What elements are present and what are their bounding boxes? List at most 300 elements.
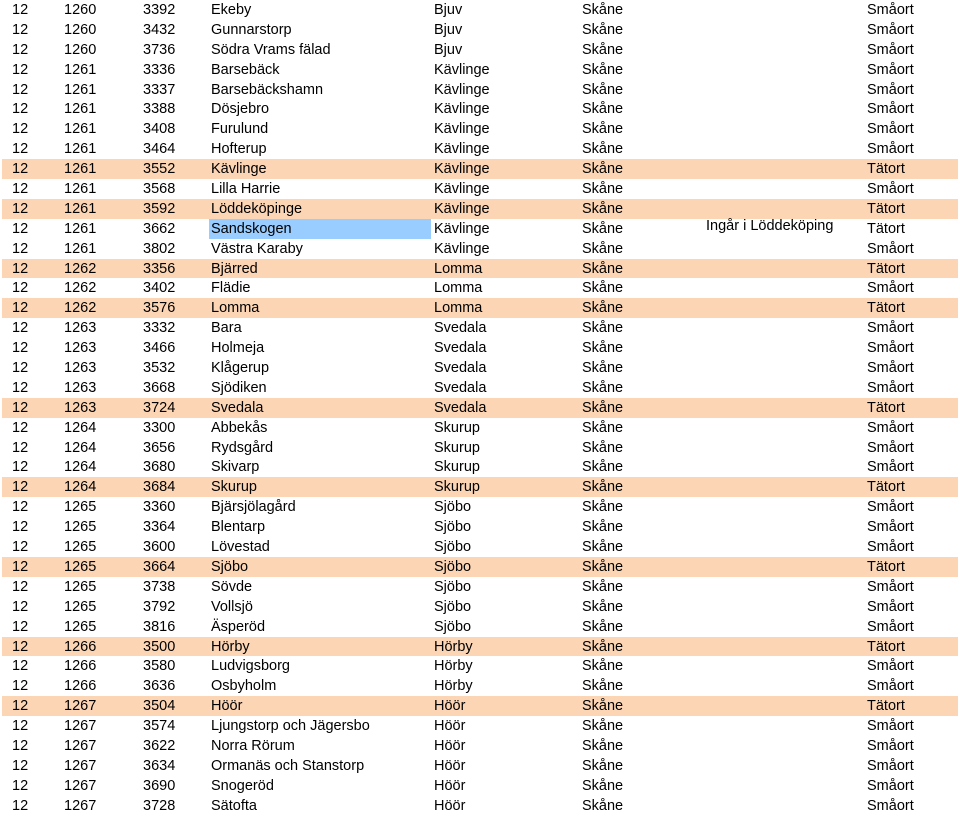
locality-type-cell[interactable]: Småort <box>867 2 914 18</box>
county-name-cell[interactable]: Skåne <box>582 539 624 556</box>
county-cell[interactable]: 12 <box>12 21 29 38</box>
municipality-cell[interactable]: Svedala <box>434 340 487 357</box>
locality-code-cell[interactable]: 3576 <box>143 300 176 317</box>
locality-code-cell[interactable]: 3622 <box>143 737 176 754</box>
locality-name-cell[interactable]: Sätofta <box>211 797 257 814</box>
municipality-cell[interactable]: Skurup <box>434 459 480 476</box>
locality-type-cell[interactable]: Småort <box>867 578 914 595</box>
locality-name-cell[interactable]: Blentarp <box>211 519 266 536</box>
county-cell[interactable]: 12 <box>12 320 29 337</box>
locality-code-cell[interactable]: 3432 <box>143 21 176 38</box>
locality-name-cell[interactable]: Ljungstorp och Jägersbo <box>211 718 370 735</box>
county-cell[interactable]: 12 <box>12 618 29 635</box>
table-row <box>2 20 958 40</box>
locality-name-cell[interactable]: Ludvigsborg <box>211 658 290 675</box>
locality-name-cell[interactable]: Gunnarstorp <box>211 21 292 38</box>
municipality-cell[interactable]: Skurup <box>434 479 480 496</box>
table-row <box>2 358 958 378</box>
locality-type-cell[interactable]: Småort <box>867 41 914 58</box>
locality-name-cell[interactable]: Höör <box>211 698 243 715</box>
locality-name-cell[interactable]: Furulund <box>211 121 269 138</box>
county-name-cell[interactable]: Skåne <box>582 598 624 615</box>
kommun-code-cell[interactable]: 1262 <box>64 280 97 297</box>
county-cell[interactable]: 12 <box>12 161 29 178</box>
county-cell[interactable]: 12 <box>12 200 29 217</box>
county-cell[interactable]: 12 <box>12 141 29 158</box>
locality-code-cell[interactable]: 3388 <box>143 101 176 118</box>
municipality-cell[interactable]: Skurup <box>434 439 480 456</box>
locality-code-cell[interactable]: 3574 <box>143 718 176 735</box>
county-name-cell[interactable]: Skåne <box>582 638 624 655</box>
municipality-cell[interactable]: Sjöbo <box>434 558 472 575</box>
county-cell[interactable]: 12 <box>12 638 29 655</box>
county-name-cell[interactable]: Skåne <box>582 479 624 496</box>
locality-name-cell[interactable]: Löddeköpinge <box>211 200 303 217</box>
locality-code-cell[interactable]: 3738 <box>143 578 176 595</box>
county-cell[interactable]: 12 <box>12 757 29 774</box>
locality-type-cell[interactable]: Småort <box>867 121 914 138</box>
note-cell[interactable]: Ingår i Löddeköping <box>706 217 834 234</box>
kommun-code-cell[interactable]: 1266 <box>64 658 97 675</box>
county-cell[interactable]: 12 <box>12 360 29 377</box>
locality-code-cell[interactable]: 3464 <box>143 141 176 158</box>
locality-type-cell[interactable]: Tätort <box>867 300 905 317</box>
locality-name-cell[interactable]: Hörby <box>211 638 250 655</box>
kommun-code-cell[interactable]: 1265 <box>64 519 97 536</box>
locality-name-cell[interactable]: Klågerup <box>211 360 270 377</box>
county-name-cell[interactable]: Skåne <box>582 678 624 695</box>
locality-type-cell[interactable]: Småort <box>867 181 914 198</box>
kommun-code-cell[interactable]: 1263 <box>64 340 97 357</box>
county-name-cell[interactable]: Skåne <box>582 220 624 237</box>
locality-type-cell[interactable]: Småort <box>867 598 914 615</box>
locality-name-cell[interactable]: Snogeröd <box>211 777 274 794</box>
kommun-code-cell[interactable]: 1260 <box>64 2 97 18</box>
municipality-cell[interactable]: Lomma <box>434 260 483 277</box>
locality-type-cell[interactable]: Tätort <box>867 220 905 237</box>
kommun-code-cell[interactable]: 1261 <box>64 200 97 217</box>
locality-type-cell[interactable]: Tätort <box>867 260 905 277</box>
locality-type-cell[interactable]: Småort <box>867 320 914 337</box>
locality-type-cell[interactable]: Småort <box>867 141 914 158</box>
kommun-code-cell[interactable]: 1262 <box>64 260 97 277</box>
kommun-code-cell[interactable]: 1261 <box>64 240 97 257</box>
locality-code-cell[interactable]: 3592 <box>143 200 176 217</box>
locality-code-cell[interactable]: 3392 <box>143 2 176 18</box>
locality-code-cell[interactable]: 3504 <box>143 698 176 715</box>
county-name-cell[interactable]: Skåne <box>582 419 624 436</box>
county-name-cell[interactable]: Skåne <box>582 399 624 416</box>
county-name-cell[interactable]: Skåne <box>582 320 624 337</box>
locality-code-cell[interactable]: 3684 <box>143 479 176 496</box>
county-cell[interactable]: 12 <box>12 439 29 456</box>
county-name-cell[interactable]: Skåne <box>582 360 624 377</box>
locality-name-cell[interactable]: Abbekås <box>211 419 268 436</box>
locality-type-cell[interactable]: Småort <box>867 81 914 98</box>
locality-name-cell[interactable]: Sjöbo <box>211 558 249 575</box>
kommun-code-cell[interactable]: 1261 <box>64 181 97 198</box>
locality-type-cell[interactable]: Småort <box>867 360 914 377</box>
county-cell[interactable]: 12 <box>12 300 29 317</box>
municipality-cell[interactable]: Kävlinge <box>434 121 490 138</box>
locality-name-cell[interactable]: Skivarp <box>211 459 260 476</box>
kommun-code-cell[interactable]: 1261 <box>64 161 97 178</box>
kommun-code-cell[interactable]: 1264 <box>64 479 97 496</box>
locality-type-cell[interactable]: Småort <box>867 379 914 396</box>
locality-type-cell[interactable]: Tätort <box>867 200 905 217</box>
locality-code-cell[interactable]: 3402 <box>143 280 176 297</box>
locality-type-cell[interactable]: Småort <box>867 439 914 456</box>
locality-type-cell[interactable]: Småort <box>867 757 914 774</box>
county-cell[interactable]: 12 <box>12 399 29 416</box>
county-name-cell[interactable]: Skåne <box>582 340 624 357</box>
county-cell[interactable]: 12 <box>12 578 29 595</box>
county-name-cell[interactable]: Skåne <box>582 2 624 18</box>
kommun-code-cell[interactable]: 1265 <box>64 618 97 635</box>
municipality-cell[interactable]: Kävlinge <box>434 161 490 178</box>
kommun-code-cell[interactable]: 1262 <box>64 300 97 317</box>
table-row <box>2 796 958 816</box>
kommun-code-cell[interactable]: 1260 <box>64 21 97 38</box>
municipality-cell[interactable]: Höör <box>434 718 466 735</box>
county-cell[interactable]: 12 <box>12 2 29 18</box>
kommun-code-cell[interactable]: 1263 <box>64 379 97 396</box>
locality-code-cell[interactable]: 3816 <box>143 618 176 635</box>
locality-name-cell[interactable]: Norra Rörum <box>211 737 295 754</box>
locality-code-cell[interactable]: 3792 <box>143 598 176 615</box>
locality-name-cell[interactable]: Ekeby <box>211 2 252 18</box>
county-name-cell[interactable]: Skåne <box>582 757 624 774</box>
locality-name-cell[interactable]: Sövde <box>211 578 253 595</box>
municipality-cell[interactable]: Bjuv <box>434 2 463 18</box>
municipality-cell[interactable]: Höör <box>434 777 466 794</box>
county-name-cell[interactable]: Skåne <box>582 280 624 297</box>
county-name-cell[interactable]: Skåne <box>582 737 624 754</box>
county-cell[interactable]: 12 <box>12 61 29 78</box>
county-name-cell[interactable]: Skåne <box>582 141 624 158</box>
county-cell[interactable]: 12 <box>12 479 29 496</box>
locality-code-cell[interactable]: 3332 <box>143 320 176 337</box>
locality-name-cell[interactable]: Barsebäckshamn <box>211 81 324 98</box>
municipality-cell[interactable]: Skurup <box>434 419 480 436</box>
county-name-cell[interactable]: Skåne <box>582 101 624 118</box>
locality-code-cell[interactable]: 3568 <box>143 181 176 198</box>
locality-name-cell[interactable]: Osbyholm <box>211 678 277 695</box>
county-name-cell[interactable]: Skåne <box>582 41 624 58</box>
kommun-code-cell[interactable]: 1263 <box>64 320 97 337</box>
county-name-cell[interactable]: Skåne <box>582 718 624 735</box>
county-name-cell[interactable]: Skåne <box>582 181 624 198</box>
selected-cell[interactable]: Sandskogen <box>209 219 431 239</box>
locality-code-cell[interactable]: 3680 <box>143 459 176 476</box>
county-cell[interactable]: 12 <box>12 41 29 58</box>
kommun-code-cell[interactable]: 1267 <box>64 718 97 735</box>
municipality-cell[interactable]: Sjöbo <box>434 598 472 615</box>
county-cell[interactable]: 12 <box>12 539 29 556</box>
municipality-cell[interactable]: Kävlinge <box>434 81 490 98</box>
county-name-cell[interactable]: Skåne <box>582 300 624 317</box>
kommun-code-cell[interactable]: 1261 <box>64 81 97 98</box>
locality-type-cell[interactable]: Småort <box>867 240 914 257</box>
table-row <box>2 497 958 517</box>
locality-code-cell[interactable]: 3600 <box>143 539 176 556</box>
county-cell[interactable]: 12 <box>12 698 29 715</box>
table-row <box>2 696 958 716</box>
county-cell[interactable]: 12 <box>12 340 29 357</box>
municipality-cell[interactable]: Kävlinge <box>434 61 490 78</box>
locality-name-cell[interactable]: Bjärsjölagård <box>211 499 296 516</box>
municipality-cell[interactable]: Kävlinge <box>434 220 490 237</box>
locality-name-cell[interactable]: Lövestad <box>211 539 270 556</box>
locality-type-cell[interactable]: Småort <box>867 797 914 814</box>
locality-code-cell[interactable]: 3500 <box>143 638 176 655</box>
table-row <box>2 418 958 438</box>
kommun-code-cell[interactable]: 1265 <box>64 578 97 595</box>
locality-code-cell[interactable]: 3408 <box>143 121 176 138</box>
county-name-cell[interactable]: Skåne <box>582 558 624 575</box>
municipality-cell[interactable]: Lomma <box>434 280 483 297</box>
county-name-cell[interactable]: Skåne <box>582 200 624 217</box>
municipality-cell[interactable]: Hörby <box>434 678 473 695</box>
locality-code-cell[interactable]: 3690 <box>143 777 176 794</box>
municipality-cell[interactable]: Sjöbo <box>434 539 472 556</box>
county-name-cell[interactable]: Skåne <box>582 578 624 595</box>
locality-name-cell[interactable]: Barsebäck <box>211 61 280 78</box>
kommun-code-cell[interactable]: 1261 <box>64 141 97 158</box>
locality-type-cell[interactable]: Småort <box>867 21 914 38</box>
table-row <box>2 617 958 637</box>
locality-type-cell[interactable]: Småort <box>867 419 914 436</box>
kommun-code-cell[interactable]: 1264 <box>64 419 97 436</box>
county-cell[interactable]: 12 <box>12 777 29 794</box>
locality-type-cell[interactable]: Småort <box>867 678 914 695</box>
table-row <box>2 438 958 458</box>
locality-code-cell[interactable]: 3364 <box>143 519 176 536</box>
locality-type-cell[interactable]: Tätort <box>867 698 905 715</box>
locality-code-cell[interactable]: 3466 <box>143 340 176 357</box>
kommun-code-cell[interactable]: 1263 <box>64 399 97 416</box>
municipality-cell[interactable]: Höör <box>434 698 466 715</box>
county-name-cell[interactable]: Skåne <box>582 519 624 536</box>
municipality-cell[interactable]: Höör <box>434 757 466 774</box>
locality-code-cell[interactable]: 3636 <box>143 678 176 695</box>
county-cell[interactable]: 12 <box>12 419 29 436</box>
county-name-cell[interactable]: Skåne <box>582 61 624 78</box>
locality-type-cell[interactable]: Småort <box>867 658 914 675</box>
locality-type-cell[interactable]: Tätort <box>867 479 905 496</box>
county-cell[interactable]: 12 <box>12 459 29 476</box>
county-cell[interactable]: 12 <box>12 558 29 575</box>
locality-name-cell[interactable]: Hofterup <box>211 141 267 158</box>
county-cell[interactable]: 12 <box>12 121 29 138</box>
county-name-cell[interactable]: Skåne <box>582 21 624 38</box>
county-name-cell[interactable]: Skåne <box>582 459 624 476</box>
kommun-code-cell[interactable]: 1265 <box>64 558 97 575</box>
locality-name-cell[interactable]: Ormanäs och Stanstorp <box>211 757 365 774</box>
kommun-code-cell[interactable]: 1261 <box>64 121 97 138</box>
municipality-cell[interactable]: Sjöbo <box>434 499 472 516</box>
county-name-cell[interactable]: Skåne <box>582 797 624 814</box>
locality-code-cell[interactable]: 3300 <box>143 419 176 436</box>
locality-name-cell[interactable]: Flädie <box>211 280 251 297</box>
locality-code-cell[interactable]: 3724 <box>143 399 176 416</box>
kommun-code-cell[interactable]: 1265 <box>64 539 97 556</box>
kommun-code-cell[interactable]: 1261 <box>64 101 97 118</box>
locality-type-cell[interactable]: Småort <box>867 499 914 516</box>
locality-type-cell[interactable]: Småort <box>867 737 914 754</box>
municipality-cell[interactable]: Kävlinge <box>434 200 490 217</box>
county-cell[interactable]: 12 <box>12 797 29 814</box>
table-row <box>2 179 958 199</box>
locality-name-cell[interactable]: Lomma <box>211 300 260 317</box>
kommun-code-cell[interactable]: 1267 <box>64 757 97 774</box>
municipality-cell[interactable]: Kävlinge <box>434 240 490 257</box>
municipality-cell[interactable]: Lomma <box>434 300 483 317</box>
county-cell[interactable]: 12 <box>12 598 29 615</box>
kommun-code-cell[interactable]: 1261 <box>64 220 97 237</box>
county-cell[interactable]: 12 <box>12 499 29 516</box>
locality-code-cell[interactable]: 3664 <box>143 558 176 575</box>
locality-code-cell[interactable]: 3802 <box>143 240 176 257</box>
kommun-code-cell[interactable]: 1265 <box>64 598 97 615</box>
kommun-code-cell[interactable]: 1266 <box>64 678 97 695</box>
locality-type-cell[interactable]: Småort <box>867 280 914 297</box>
county-cell[interactable]: 12 <box>12 678 29 695</box>
locality-type-cell[interactable]: Småort <box>867 459 914 476</box>
locality-code-cell[interactable]: 3662 <box>143 220 176 237</box>
locality-type-cell[interactable]: Småort <box>867 519 914 536</box>
municipality-cell[interactable]: Svedala <box>434 379 487 396</box>
locality-type-cell[interactable]: Tätort <box>867 161 905 178</box>
county-cell[interactable]: 12 <box>12 658 29 675</box>
locality-code-cell[interactable]: 3337 <box>143 81 176 98</box>
locality-code-cell[interactable]: 3634 <box>143 757 176 774</box>
county-cell[interactable]: 12 <box>12 81 29 98</box>
county-cell[interactable]: 12 <box>12 280 29 297</box>
locality-code-cell[interactable]: 3656 <box>143 439 176 456</box>
locality-type-cell[interactable]: Småort <box>867 618 914 635</box>
locality-name-cell[interactable]: Vollsjö <box>211 598 253 615</box>
county-name-cell[interactable]: Skåne <box>582 777 624 794</box>
kommun-code-cell[interactable]: 1264 <box>64 459 97 476</box>
locality-name-cell[interactable]: Södra Vrams fälad <box>211 41 331 58</box>
municipality-cell[interactable]: Svedala <box>434 360 487 377</box>
locality-code-cell[interactable]: 3552 <box>143 161 176 178</box>
county-name-cell[interactable]: Skåne <box>582 618 624 635</box>
municipality-cell[interactable]: Kävlinge <box>434 141 490 158</box>
kommun-code-cell[interactable]: 1267 <box>64 777 97 794</box>
locality-code-cell[interactable]: 3356 <box>143 260 176 277</box>
locality-code-cell[interactable]: 3360 <box>143 499 176 516</box>
locality-type-cell[interactable]: Tätort <box>867 558 905 575</box>
county-cell[interactable]: 12 <box>12 737 29 754</box>
municipality-cell[interactable]: Bjuv <box>434 21 463 38</box>
locality-name-cell[interactable]: Kävlinge <box>211 161 267 178</box>
kommun-code-cell[interactable]: 1264 <box>64 439 97 456</box>
kommun-code-cell[interactable]: 1267 <box>64 797 97 814</box>
county-name-cell[interactable]: Skåne <box>582 658 624 675</box>
locality-type-cell[interactable]: Småort <box>867 777 914 794</box>
locality-code-cell[interactable]: 3580 <box>143 658 176 675</box>
locality-type-cell[interactable]: Tätort <box>867 638 905 655</box>
county-name-cell[interactable]: Skåne <box>582 81 624 98</box>
locality-type-cell[interactable]: Småort <box>867 61 914 78</box>
locality-name-cell[interactable]: Äsperöd <box>211 618 266 635</box>
kommun-code-cell[interactable]: 1260 <box>64 41 97 58</box>
locality-name-cell[interactable]: Dösjebro <box>211 101 270 118</box>
locality-type-cell[interactable]: Tätort <box>867 399 905 416</box>
locality-name-cell[interactable]: Sjödiken <box>211 379 267 396</box>
municipality-cell[interactable]: Hörby <box>434 658 473 675</box>
kommun-code-cell[interactable]: 1266 <box>64 638 97 655</box>
county-cell[interactable]: 12 <box>12 379 29 396</box>
county-name-cell[interactable]: Skåne <box>582 379 624 396</box>
municipality-cell[interactable]: Kävlinge <box>434 181 490 198</box>
locality-name-cell[interactable]: Bjärred <box>211 260 258 277</box>
kommun-code-cell[interactable]: 1261 <box>64 61 97 78</box>
municipality-cell[interactable]: Bjuv <box>434 41 463 58</box>
locality-code-cell[interactable]: 3336 <box>143 61 176 78</box>
county-cell[interactable]: 12 <box>12 519 29 536</box>
locality-code-cell[interactable]: 3668 <box>143 379 176 396</box>
locality-code-cell[interactable]: 3728 <box>143 797 176 814</box>
kommun-code-cell[interactable]: 1267 <box>64 698 97 715</box>
county-cell[interactable]: 12 <box>12 220 29 237</box>
locality-name-cell[interactable]: Lilla Harrie <box>211 181 281 198</box>
municipality-cell[interactable]: Sjöbo <box>434 578 472 595</box>
locality-type-cell[interactable]: Småort <box>867 340 914 357</box>
municipality-cell[interactable]: Hörby <box>434 638 473 655</box>
county-cell[interactable]: 12 <box>12 101 29 118</box>
municipality-cell[interactable]: Höör <box>434 797 466 814</box>
county-cell[interactable]: 12 <box>12 181 29 198</box>
locality-type-cell[interactable]: Småort <box>867 101 914 118</box>
county-cell[interactable]: 12 <box>12 718 29 735</box>
county-name-cell[interactable]: Skåne <box>582 161 624 178</box>
municipality-cell[interactable]: Sjöbo <box>434 519 472 536</box>
locality-type-cell[interactable]: Småort <box>867 718 914 735</box>
county-cell[interactable]: 12 <box>12 260 29 277</box>
municipality-cell[interactable]: Kävlinge <box>434 101 490 118</box>
county-name-cell[interactable]: Skåne <box>582 240 624 257</box>
municipality-cell[interactable]: Höör <box>434 737 466 754</box>
locality-type-cell[interactable]: Småort <box>867 539 914 556</box>
table-row <box>2 239 958 259</box>
county-name-cell[interactable]: Skåne <box>582 698 624 715</box>
locality-name-cell[interactable]: Västra Karaby <box>211 240 303 257</box>
locality-code-cell[interactable]: 3532 <box>143 360 176 377</box>
kommun-code-cell[interactable]: 1263 <box>64 360 97 377</box>
locality-name-cell[interactable]: Bara <box>211 320 242 337</box>
municipality-cell[interactable]: Svedala <box>434 320 487 337</box>
locality-name-cell[interactable]: Holmeja <box>211 340 265 357</box>
table-row <box>2 60 958 80</box>
municipality-cell[interactable]: Sjöbo <box>434 618 472 635</box>
county-name-cell[interactable]: Skåne <box>582 260 624 277</box>
locality-name-cell[interactable]: Svedala <box>211 399 264 416</box>
county-name-cell[interactable]: Skåne <box>582 499 624 516</box>
kommun-code-cell[interactable]: 1265 <box>64 499 97 516</box>
county-cell[interactable]: 12 <box>12 240 29 257</box>
county-name-cell[interactable]: Skåne <box>582 121 624 138</box>
kommun-code-cell[interactable]: 1267 <box>64 737 97 754</box>
table-row <box>2 557 958 577</box>
locality-name-cell[interactable]: Rydsgård <box>211 439 274 456</box>
municipality-cell[interactable]: Svedala <box>434 399 487 416</box>
locality-code-cell[interactable]: 3736 <box>143 41 176 58</box>
locality-name-cell[interactable]: Skurup <box>211 479 257 496</box>
county-name-cell[interactable]: Skåne <box>582 439 624 456</box>
